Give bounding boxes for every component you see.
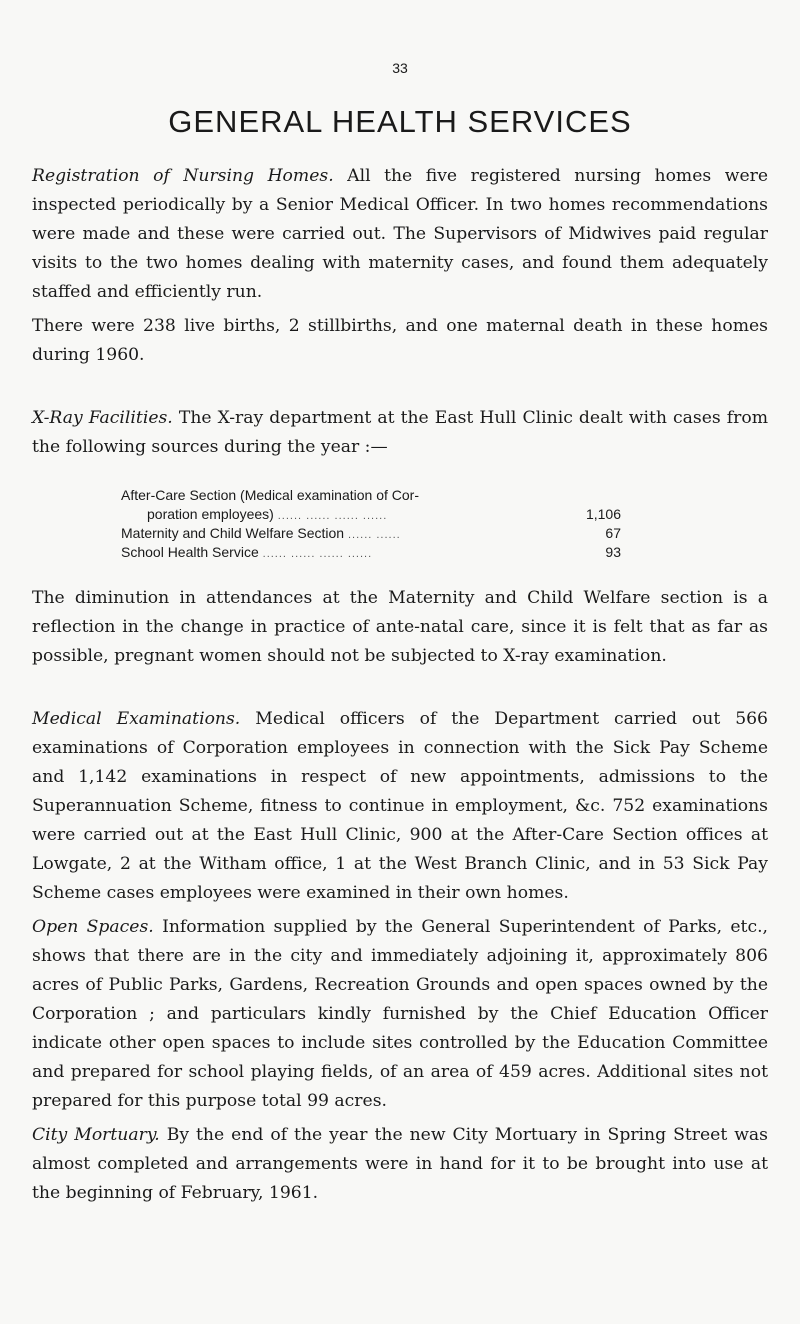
page-title: GENERAL HEALTH SERVICES xyxy=(168,104,632,139)
paragraph-mortuary xyxy=(32,1121,768,1208)
heading-nursing-homes: Registration of Nursing Homes. xyxy=(32,166,334,186)
row-value: 67 xyxy=(605,525,621,541)
table-row xyxy=(121,543,621,562)
paragraph-open-spaces xyxy=(32,913,768,1116)
heading-mortuary: City Mortuary. xyxy=(32,1125,160,1145)
paragraph-medical-exams xyxy=(32,705,768,908)
table-row xyxy=(121,486,621,505)
row-label: Maternity and Child Welfare Section ...... ...... xyxy=(121,525,401,541)
table-row xyxy=(121,505,621,524)
paragraph-diminution xyxy=(32,584,768,671)
table-row xyxy=(121,524,621,543)
paragraph-xray xyxy=(32,404,768,462)
text-births: There were 238 live births, 2 stillbirths, and one maternal death in these homes during 1960. xyxy=(32,316,768,365)
xray-sources-table xyxy=(121,486,621,562)
text-open-spaces: Information supplied by the General Superintendent of Parks, etc., shows that there are in the city and immediately adjoining it, approximately 806 acres of Public Parks, Gardens, Recreation Grounds and open spaces owned by the Corporation ; and particulars kindly furnished by the Chief Education Officer indicate other open spaces to include sites controlled by the Education Committee and prepared for school playing fields, of an area of 459 acres. Additional sites not prepared for this purpose total 99 acres. xyxy=(32,917,769,1111)
row-label: After-Care Section (Medical examination of Cor- xyxy=(121,487,420,503)
row-value: 93 xyxy=(605,544,621,560)
text-medical-exams: Medical officers of the Department carried out 566 examinations of Corporation employees in connection with the Sick Pay Scheme and 1,142 examinations in respect of new appointments, admissions to the Superannuation Scheme, fitness to continue in employment, &c. 752 examinations were carried out at the East Hull Clinic, 900 at the After-Care Section offices at Lowgate, 2 at the Witham office, 1 at the West Branch Clinic, and in 53 Sick Pay Scheme cases employees were examined in their own homes. xyxy=(32,709,768,903)
page-number: 33 xyxy=(392,60,408,76)
heading-open-spaces: Open Spaces. xyxy=(32,917,154,937)
row-label: School Health Service ...... ...... ...... ...... xyxy=(121,544,373,560)
text-diminution: The diminution in attendances at the Maternity and Child Welfare section is a reflection in the change in practice of ante-natal care, since it is felt that as far as possible, pregnant women should not be subjected to X-ray examination. xyxy=(32,588,768,666)
heading-medical-exams: Medical Examinations. xyxy=(32,709,241,729)
heading-xray: X-Ray Facilities. xyxy=(32,408,173,428)
paragraph-births xyxy=(32,312,768,370)
row-value: 1,106 xyxy=(585,506,621,522)
paragraph-nursing-homes xyxy=(32,162,768,307)
row-label-continued: poration employees) ...... ...... ...... ...... xyxy=(147,506,388,522)
text-nursing-homes: All the five registered nursing homes were inspected periodically by a Senior Medical Officer. In two homes recommendations were made and these were carried out. The Supervisors of Midwives paid regular visits to the two homes dealing with maternity cases, and found them adequately staffed and efficiently run. xyxy=(32,166,769,302)
text-mortuary: By the end of the year the new City Mortuary in Spring Street was almost completed and arrangements were in hand for it to be brought into use at the beginning of February, 1961. xyxy=(32,1125,768,1203)
text-xray: The X-ray department at the East Hull Clinic dealt with cases from the following sources during the year :— xyxy=(32,408,769,457)
